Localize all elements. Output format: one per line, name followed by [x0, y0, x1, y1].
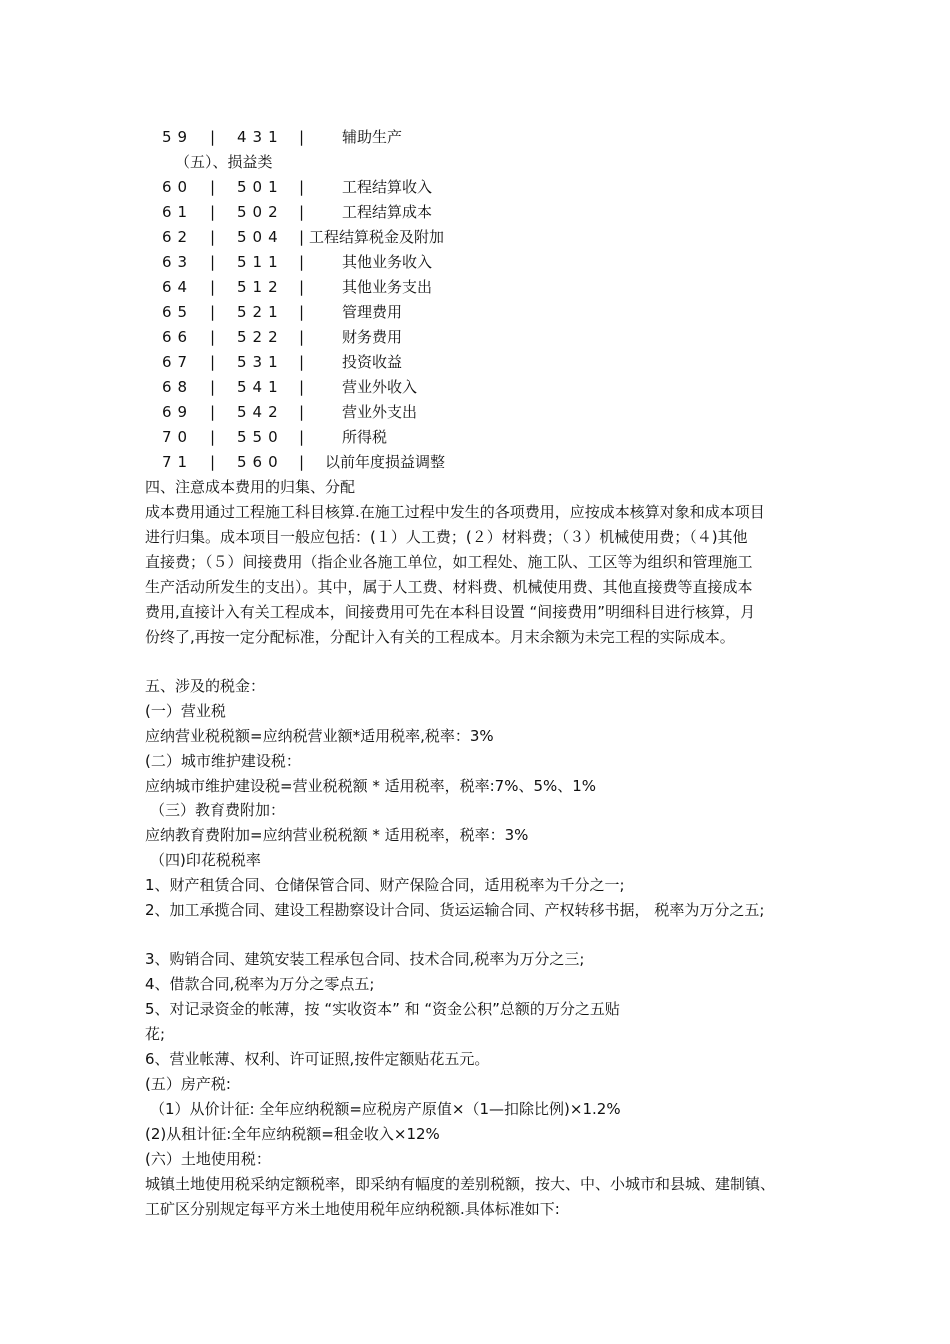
account-code: 522	[237, 328, 284, 346]
paragraph-line: 工矿区分别规定每平方米土地使用税年应纳税额.具体标准如下:	[145, 1200, 560, 1218]
account-name: 投资收益	[342, 353, 403, 371]
column-separator: |	[299, 378, 305, 396]
paragraph-line: 成本费用通过工程施工科目核算.在施工过程中发生的各项费用，应按成本核算对象和成本项目	[145, 503, 765, 521]
account-name: 辅助生产	[342, 128, 403, 146]
stamp-tax-item: 3、购销合同、建筑安装工程承包合同、技术合同,税率为万分之三;	[145, 950, 585, 968]
city-tax-title: (二）城市维护建设税：	[145, 752, 301, 770]
account-name: 工程结算收入	[342, 178, 433, 196]
account-name: 所得税	[342, 428, 388, 446]
account-name: 财务费用	[342, 328, 403, 346]
business-tax-title: (一）营业税	[145, 702, 226, 720]
column-separator: |	[210, 178, 216, 196]
column-separator: |	[210, 128, 216, 146]
section-heading-taxes: 五、涉及的税金：	[145, 677, 266, 695]
stamp-tax-item: 花;	[145, 1025, 166, 1043]
education-surcharge-formula: 应纳教育费附加=应纳营业税税额 * 适用税率，税率：3%	[145, 826, 529, 844]
stamp-tax-title: （四)印花税税率	[150, 851, 261, 869]
account-code: 542	[237, 403, 284, 421]
account-number: 68	[162, 378, 194, 396]
column-separator: |	[210, 328, 216, 346]
account-number: 64	[162, 278, 194, 296]
paragraph-line: 费用,直接计入有关工程成本，间接费用可先在本科目设置 “间接费用”明细科目进行核算，月	[145, 603, 756, 621]
account-code: 541	[237, 378, 284, 396]
account-code: 502	[237, 203, 284, 221]
section-heading-profit-loss: （五）、损益类	[175, 153, 273, 171]
account-number: 66	[162, 328, 194, 346]
account-code: 550	[237, 428, 284, 446]
account-name: 营业外收入	[342, 378, 418, 396]
account-code: 501	[237, 178, 284, 196]
column-separator: |	[210, 303, 216, 321]
education-surcharge-title: （三）教育费附加：	[150, 801, 286, 819]
account-code: 531	[237, 353, 284, 371]
column-separator: |	[299, 178, 305, 196]
account-number: 69	[162, 403, 194, 421]
account-number: 59	[162, 128, 194, 146]
account-code: 521	[237, 303, 284, 321]
account-name: 工程结算成本	[342, 203, 433, 221]
column-separator: |	[210, 428, 216, 446]
paragraph-line: 生产活动所发生的支出）。其中，属于人工费、材料费、机械使用费、其他直接费等直接成本	[145, 578, 753, 596]
account-name: 其他业务收入	[342, 253, 433, 271]
account-number: 70	[162, 428, 194, 446]
account-name: 营业外支出	[342, 403, 418, 421]
account-number: 63	[162, 253, 194, 271]
column-separator: |	[210, 353, 216, 371]
column-separator: |	[299, 453, 305, 471]
column-separator: |	[299, 278, 305, 296]
account-number: 65	[162, 303, 194, 321]
account-number: 60	[162, 178, 194, 196]
column-separator: |	[299, 128, 305, 146]
stamp-tax-item: 5、对记录资金的帐薄，按 “实收资本” 和 “资金公积”总额的万分之五贴	[145, 1000, 620, 1018]
property-tax-value-based: （1）从价计征: 全年应纳税额=应税房产原值×（1—扣除比例)×1.2%	[150, 1100, 621, 1118]
paragraph-line: 份终了,再按一定分配标准，分配计入有关的工程成本。月末余额为未完工程的实际成本。	[145, 628, 735, 646]
account-code: 504	[237, 228, 284, 246]
account-code: 511	[237, 253, 284, 271]
paragraph-line: 直接费；（５）间接费用（指企业各施工单位，如工程处、施工队、工区等为组织和管理施工	[145, 553, 753, 571]
paragraph-line: 城镇土地使用税采纳定额税率，即采纳有幅度的差别税额，按大、中、小城市和县城、建制镇、	[145, 1175, 776, 1193]
column-separator: |	[210, 203, 216, 221]
stamp-tax-item: 1、财产租赁合同、仓储保管合同、财产保险合同，适用税率为千分之一;	[145, 876, 625, 894]
column-separator: |	[210, 453, 216, 471]
column-separator: |	[299, 353, 305, 371]
column-separator: |	[210, 378, 216, 396]
account-code: 431	[237, 128, 284, 146]
account-name: 以前年度损益调整	[325, 453, 446, 471]
account-name: 其他业务支出	[342, 278, 433, 296]
column-separator: |	[299, 328, 305, 346]
paragraph-line: 进行归集。成本项目一般应包括：(１）人工费；(２）材料费；（３）机械使用费；（４)其他	[145, 528, 748, 546]
column-separator: |	[299, 428, 305, 446]
column-separator: |	[210, 228, 216, 246]
column-separator: |	[210, 278, 216, 296]
land-use-tax-title: (六）土地使用税：	[145, 1150, 271, 1168]
account-name: 工程结算税金及附加	[309, 228, 445, 246]
column-separator: |	[210, 403, 216, 421]
account-number: 71	[162, 453, 194, 471]
property-tax-title: (五）房产税:	[145, 1075, 231, 1093]
column-separator: |	[299, 303, 305, 321]
account-number: 61	[162, 203, 194, 221]
account-number: 67	[162, 353, 194, 371]
property-tax-rent-based: (2)从租计征:全年应纳税额=租金收入×12%	[145, 1125, 440, 1143]
business-tax-formula: 应纳营业税税额=应纳税营业额*适用税率,税率：3%	[145, 727, 494, 745]
stamp-tax-item: 4、借款合同,税率为万分之零点五;	[145, 975, 375, 993]
stamp-tax-item: 6、营业帐薄、权利、许可证照,按件定额贴花五元。	[145, 1050, 490, 1068]
column-separator: |	[299, 403, 305, 421]
column-separator: |	[299, 203, 305, 221]
stamp-tax-item: 2、加工承揽合同、建设工程勘察设计合同、货运运输合同、产权转移书据， 税率为万分之五;	[145, 901, 765, 919]
account-code: 560	[237, 453, 284, 471]
section-heading-cost-allocation: 四、注意成本费用的归集、分配	[145, 478, 356, 496]
column-separator: |	[299, 228, 305, 246]
city-tax-formula: 应纳城市维护建设税=营业税税额 * 适用税率，税率:7%、5%、1%	[145, 777, 597, 795]
account-number: 62	[162, 228, 194, 246]
column-separator: |	[210, 253, 216, 271]
account-code: 512	[237, 278, 284, 296]
account-name: 管理费用	[342, 303, 403, 321]
column-separator: |	[299, 253, 305, 271]
